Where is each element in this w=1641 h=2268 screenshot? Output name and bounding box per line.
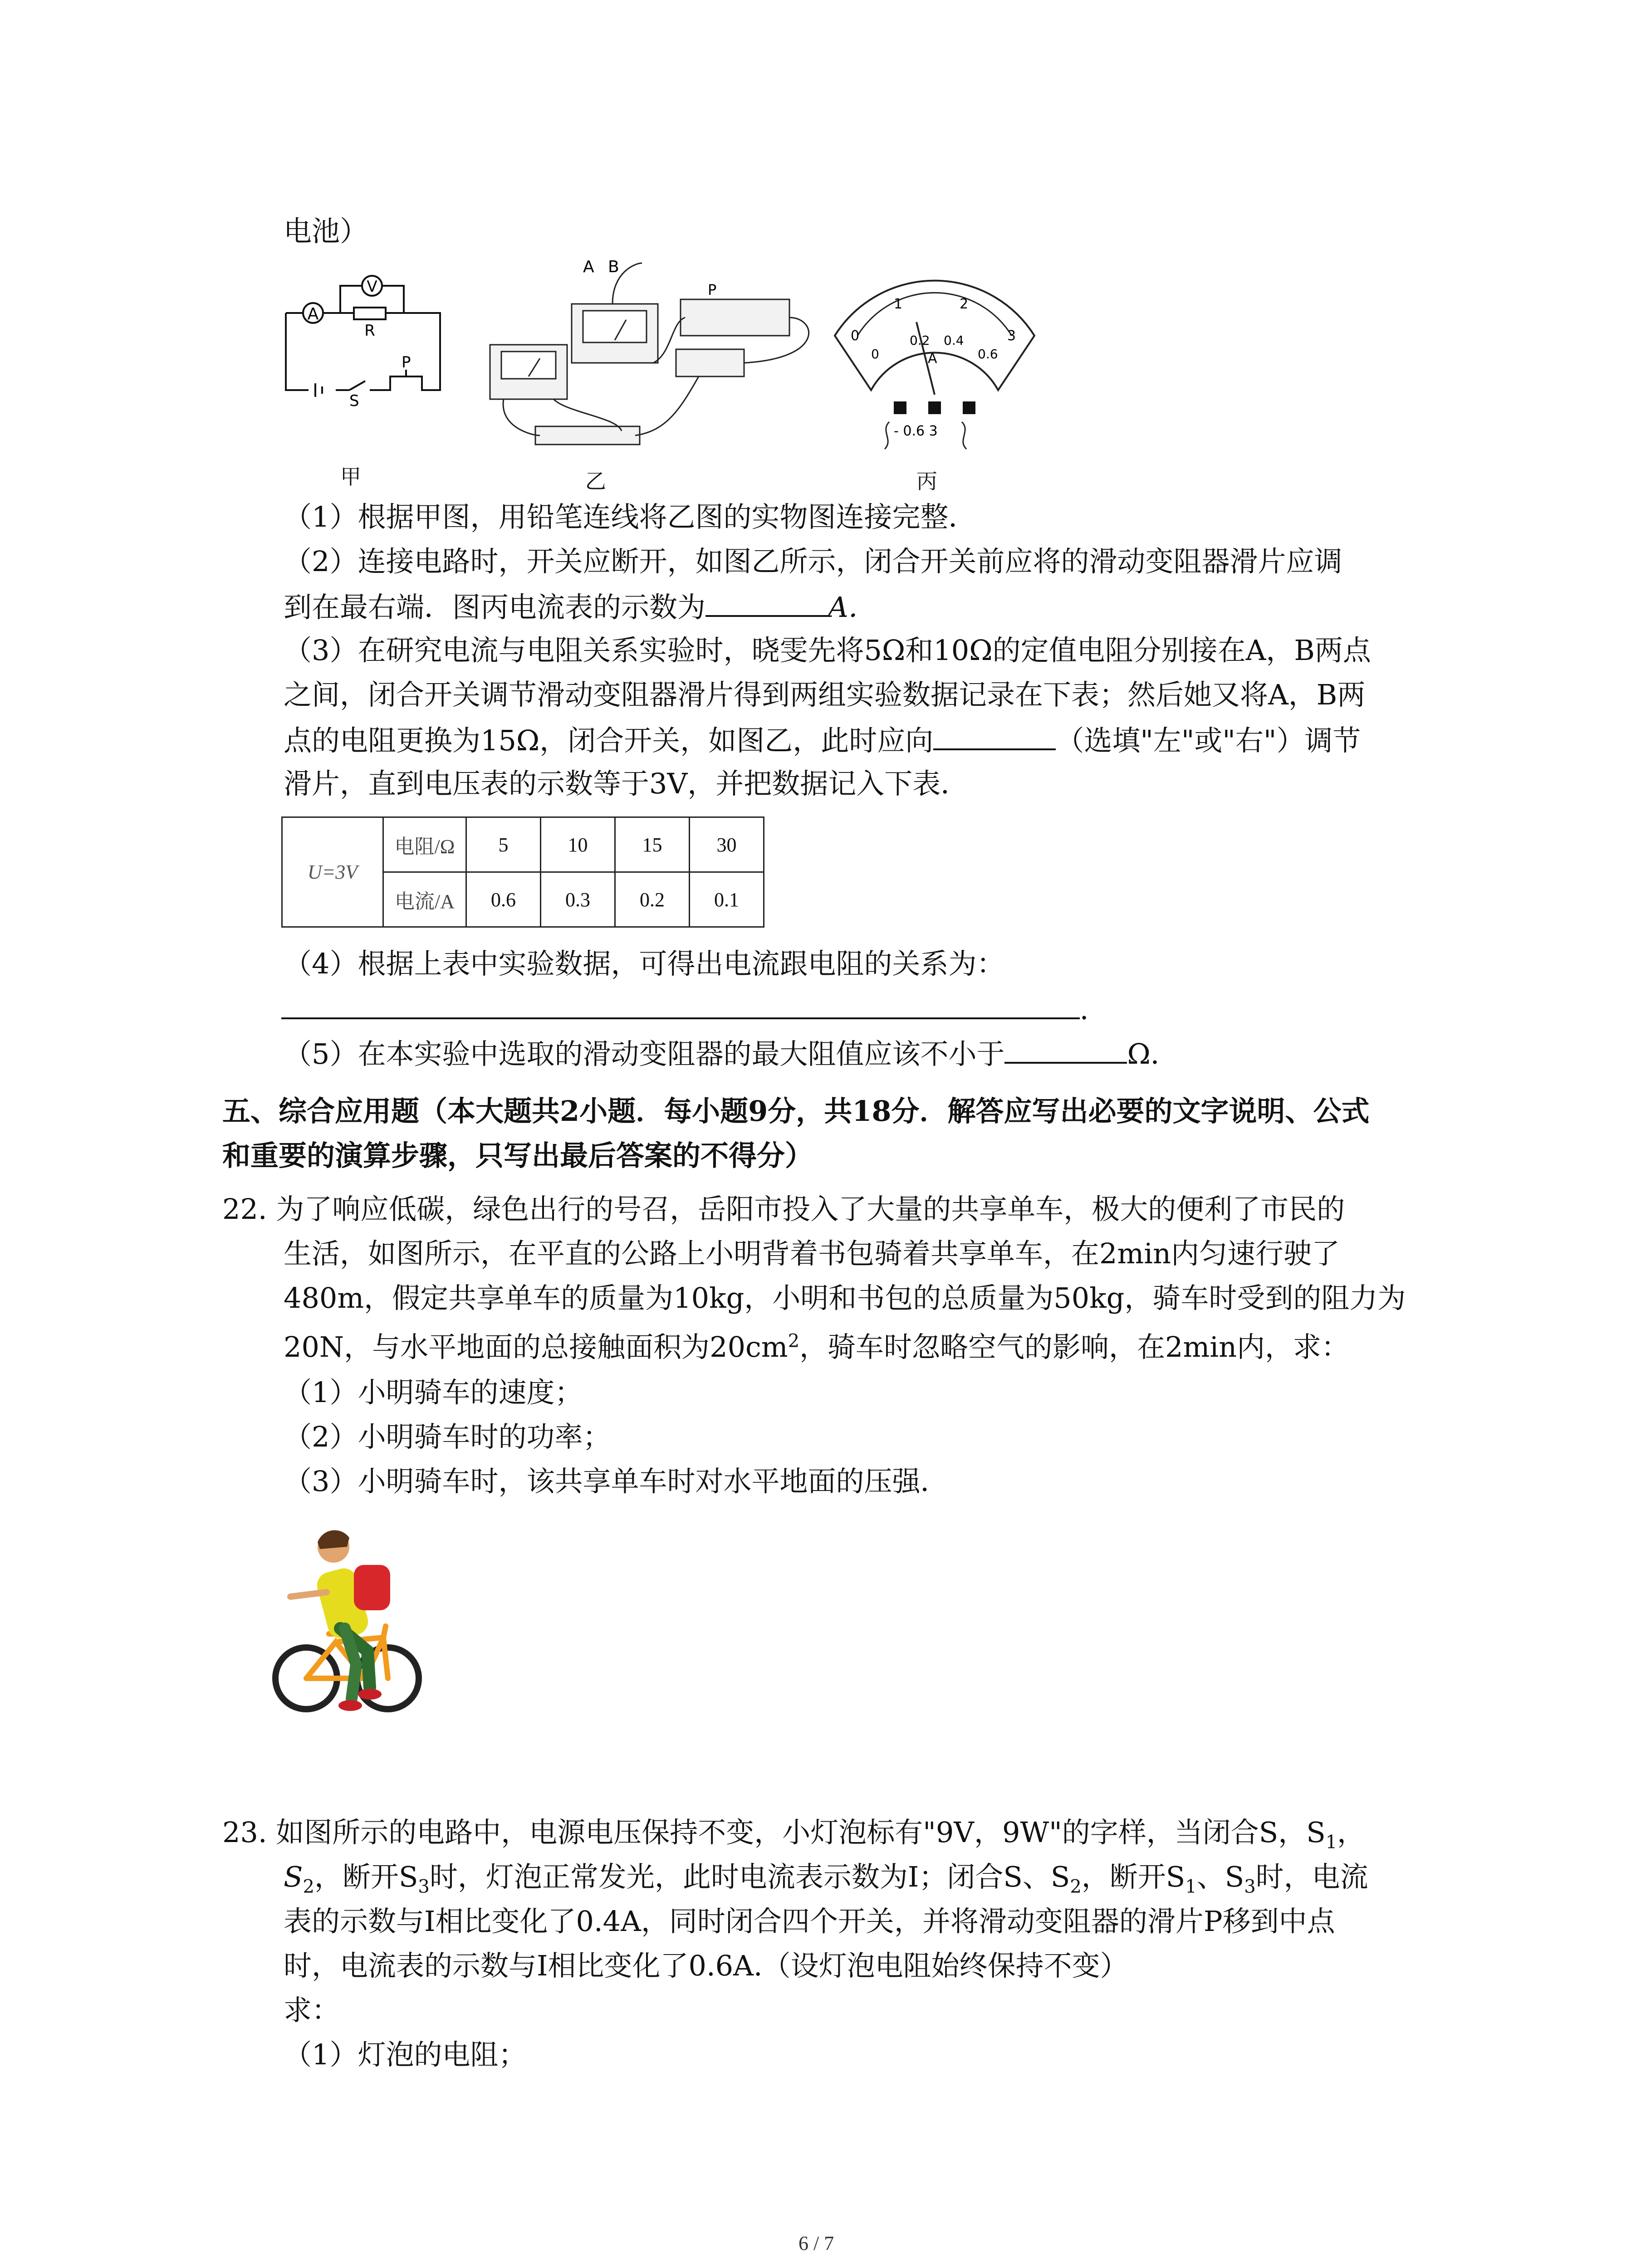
rheostat-p-label: P [708, 281, 717, 298]
table-header-current: 电流/A [383, 872, 466, 927]
dial-inner-0: 0 [871, 347, 879, 362]
q21-part3-line4: 滑片，直到电压表的示数等于3V，并把数据记入下表． [284, 767, 969, 800]
switch-label: S [349, 392, 359, 410]
figure-label-jia: 甲 [340, 464, 361, 489]
q22-sub3: （3）小明骑车时，该共享单车时对水平地面的压强． [284, 1465, 949, 1498]
dial-outer-3: 3 [1007, 328, 1016, 344]
table-cell-i3: 0.2 [615, 872, 690, 927]
continued-text: 电池） [284, 215, 368, 248]
cyclist-illustration [272, 1515, 426, 1724]
table-cell-i1: 0.6 [466, 872, 541, 927]
q22-line1: 22. 为了响应低碳，绿色出行的号召，岳阳市投入了大量的共享单车，极大的便利了市民的 [222, 1193, 1345, 1226]
table-cell-r3: 15 [615, 817, 690, 872]
q22-line3: 480m，假定共享单车的质量为10kg，小明和书包的总质量为50kg，骑车时受到的阻力为 [284, 1281, 1406, 1315]
figure-label-yi: 乙 [585, 469, 606, 494]
data-table [281, 816, 764, 928]
q21-part2-line2: 到在最右端．图丙电流表的示数为 A． [284, 588, 877, 626]
dial-unit: A [928, 351, 937, 367]
table-cell-r4: 30 [690, 817, 764, 872]
page-number: 6 / 7 [798, 2232, 834, 2254]
table-cell-i2: 0.3 [541, 872, 615, 927]
q23-line1: 23. 如图所示的电路中，电源电压保持不变，小灯泡标有"9V，9W"的字样，当闭合S，$S_1$， [222, 1816, 1366, 1853]
ammeter-symbol: A [307, 305, 319, 323]
answer-blank-relationship[interactable] [281, 990, 1080, 1019]
q21-part4-answer-line: ． [281, 990, 1108, 1028]
dial-outer-1: 1 [894, 296, 903, 312]
table-cell-r2: 10 [541, 817, 615, 872]
table-cell-r1: 5 [466, 817, 541, 872]
dial-terminals: - 0.6 3 [894, 423, 938, 439]
dial-outer-0: 0 [851, 328, 860, 344]
q21-part1: （1）根据甲图，用铅笔连线将乙图的实物图连接完整． [284, 500, 977, 533]
section-heading-line1: 五、综合应用题（本大题共2小题．每小题9分，共18分．解答应写出必要的文字说明、公式 [222, 1095, 1370, 1128]
answer-blank-current[interactable] [705, 588, 828, 617]
dial-outer-2: 2 [960, 296, 969, 312]
figure-label-bing: 丙 [916, 469, 937, 494]
resistor-label: R [364, 322, 375, 340]
q23-line5: 求： [284, 1994, 340, 2027]
terminal-a-label: A [583, 258, 594, 276]
table-cell-i4: 0.1 [690, 872, 764, 927]
q22-line4: 20N，与水平地面的总接触面积为$20cm^2$，骑车时忽略空气的影响，在2min内，求： [284, 1330, 1350, 1364]
dial-inner-2: 0.4 [944, 333, 964, 348]
q23-line6: （1）灯泡的电阻； [284, 2038, 527, 2071]
q23-line3: 表的示数与I相比变化了0.4A，同时闭合四个开关，并将滑动变阻器的滑片P移到中点 [284, 1905, 1335, 1938]
table-row-label: U=3V [282, 817, 383, 927]
q21-part4: （4）根据上表中实验数据，可得出电流跟电阻的关系为： [284, 947, 1005, 980]
q21-part2-line1: （2）连接电路时，开关应断开，如图乙所示，闭合开关前应将的滑动变阻器滑片应调 [284, 545, 1342, 578]
table-header-resistance: 电阻/Ω [383, 817, 466, 872]
q22-sub1: （1）小明骑车的速度； [284, 1376, 583, 1409]
dial-inner-3: 0.6 [978, 347, 998, 362]
ammeter-dial-bing [826, 272, 1043, 463]
q21-part5: （5）在本实验中选取的滑动变阻器的最大阻值应该不小于 Ω． [284, 1035, 1179, 1072]
voltmeter-symbol: V [367, 278, 377, 296]
answer-blank-max-resistance[interactable] [1004, 1035, 1127, 1064]
q23-line4: 时，电流表的示数与I相比变化了0.6A.（设灯泡电阻始终保持不变） [284, 1949, 1128, 1982]
slider-label: P [402, 353, 411, 371]
answer-blank-direction[interactable] [933, 721, 1056, 750]
q21-part3-line1: （3）在研究电流与电阻关系实验时，晓雯先将5Ω和10Ω的定值电阻分别接在A，B两点 [284, 634, 1371, 667]
section-heading-line2: 和重要的演算步骤，只写出最后答案的不得分） [222, 1139, 813, 1172]
dial-inner-1: 0.2 [910, 333, 930, 348]
q21-part3-line3: 点的电阻更换为15Ω，闭合开关，如图乙，此时应向 （选填"左"或"右"）调节 [284, 721, 1361, 759]
terminal-b-label: B [608, 258, 619, 276]
circuit-diagram-jia [272, 254, 463, 410]
apparatus-diagram-yi [463, 254, 853, 458]
q22-sub2: （2）小明骑车时的功率； [284, 1420, 611, 1453]
q22-line2: 生活，如图所示，在平直的公路上小明背着书包骑着共享单车，在2min内匀速行驶了 [284, 1237, 1340, 1270]
q23-line2: $S_2$，断开$S_3$时，灯泡正常发光，此时电流表示数为I；闭合S、$S_2$，断开$S_1$、$S_3$时，电流 [284, 1860, 1368, 1897]
q21-part3-line2: 之间，闭合开关调节滑动变阻器滑片得到两组实验数据记录在下表；然后她又将A，B两 [284, 678, 1366, 711]
